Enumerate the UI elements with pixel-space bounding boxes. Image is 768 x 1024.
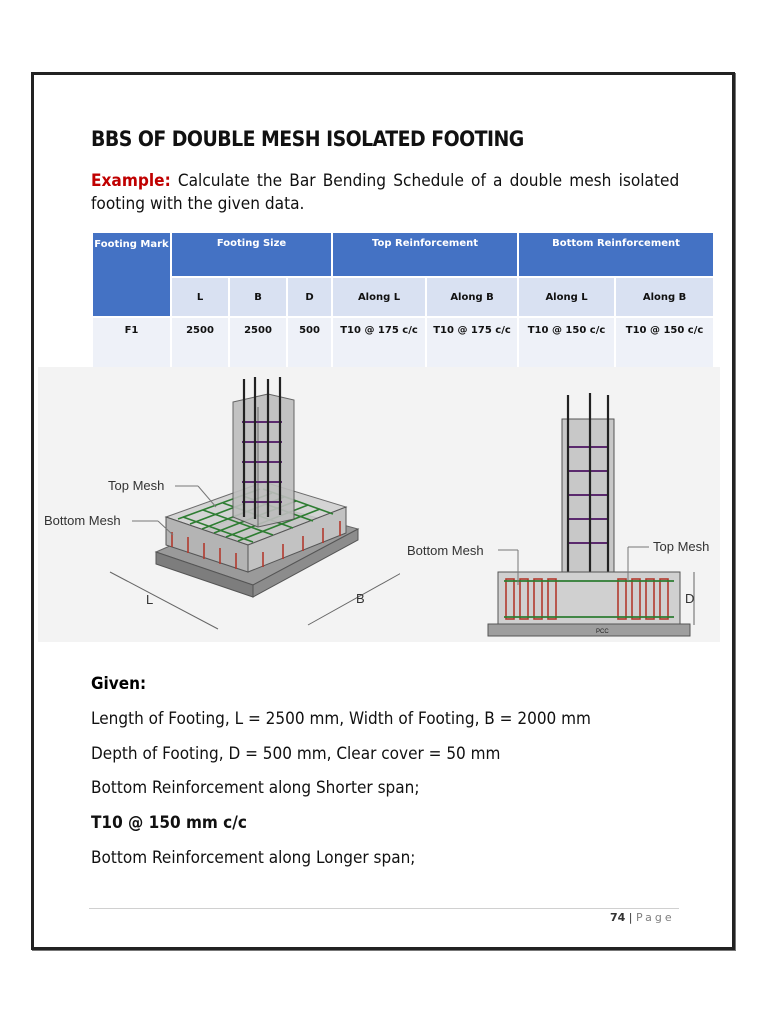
label-bottom-mesh-right: Bottom Mesh: [407, 543, 484, 558]
footing-elevation-figure: [400, 367, 720, 642]
header-footing-size: Footing Size: [171, 232, 332, 277]
label-dim-d: D: [685, 591, 695, 606]
given-line-3: Bottom Reinforcement along Shorter span;: [91, 778, 420, 798]
cell-b: 2500: [229, 317, 287, 368]
footing-isometric-figure: [38, 367, 438, 642]
subheader-d: D: [287, 277, 332, 317]
header-footing-mark: Footing Mark: [92, 232, 171, 317]
given-line-2: Depth of Footing, D = 500 mm, Clear cover = 50 mm: [91, 744, 501, 764]
table-row: [92, 317, 714, 368]
footer-divider: [89, 908, 679, 909]
subheader-bottom-along-b: Along B: [615, 277, 714, 317]
example-text: Calculate the Bar Bending Schedule of a double mesh isolated footing with the given data.: [91, 171, 680, 214]
cell-d: 500: [287, 317, 332, 368]
page-number-value: 74: [610, 911, 626, 924]
bbs-table: [91, 231, 715, 369]
subheader-top-along-b: Along B: [426, 277, 518, 317]
example-label: Example:: [91, 171, 171, 191]
given-line-4: T10 @ 150 mm c/c: [91, 813, 247, 833]
subheader-top-along-l: Along L: [332, 277, 426, 317]
label-pcc: PCC: [596, 629, 609, 635]
cell-l: 2500: [171, 317, 229, 368]
cell-top-along-l: T10 @ 175 c/c: [332, 317, 426, 368]
label-dim-l: L: [146, 592, 154, 607]
cell-bottom-along-l: T10 @ 150 c/c: [518, 317, 615, 368]
given-line-1: Length of Footing, L = 2500 mm, Width of Footing, B = 2000 mm: [91, 709, 591, 729]
header-top-reinforcement: Top Reinforcement: [332, 232, 518, 277]
subheader-l: L: [171, 277, 229, 317]
page-label: Page: [636, 911, 675, 924]
given-line-5: Bottom Reinforcement along Longer span;: [91, 848, 416, 868]
page-number-separator: |: [625, 911, 637, 924]
page-number: [610, 911, 675, 924]
given-heading: Given:: [91, 674, 147, 694]
label-top-mesh-right: Top Mesh: [653, 539, 710, 554]
cell-footing-mark: F1: [92, 317, 171, 368]
label-dim-b: B: [356, 591, 365, 606]
header-bottom-reinforcement: Bottom Reinforcement: [518, 232, 714, 277]
label-top-mesh: Top Mesh: [108, 478, 165, 493]
cell-bottom-along-b: T10 @ 150 c/c: [615, 317, 714, 368]
label-bottom-mesh-left: Bottom Mesh: [44, 513, 121, 528]
page-title: BBS OF DOUBLE MESH ISOLATED FOOTING: [91, 127, 524, 151]
cell-top-along-b: T10 @ 175 c/c: [426, 317, 518, 368]
subheader-bottom-along-l: Along L: [518, 277, 615, 317]
subheader-b: B: [229, 277, 287, 317]
example-paragraph: [91, 170, 679, 216]
